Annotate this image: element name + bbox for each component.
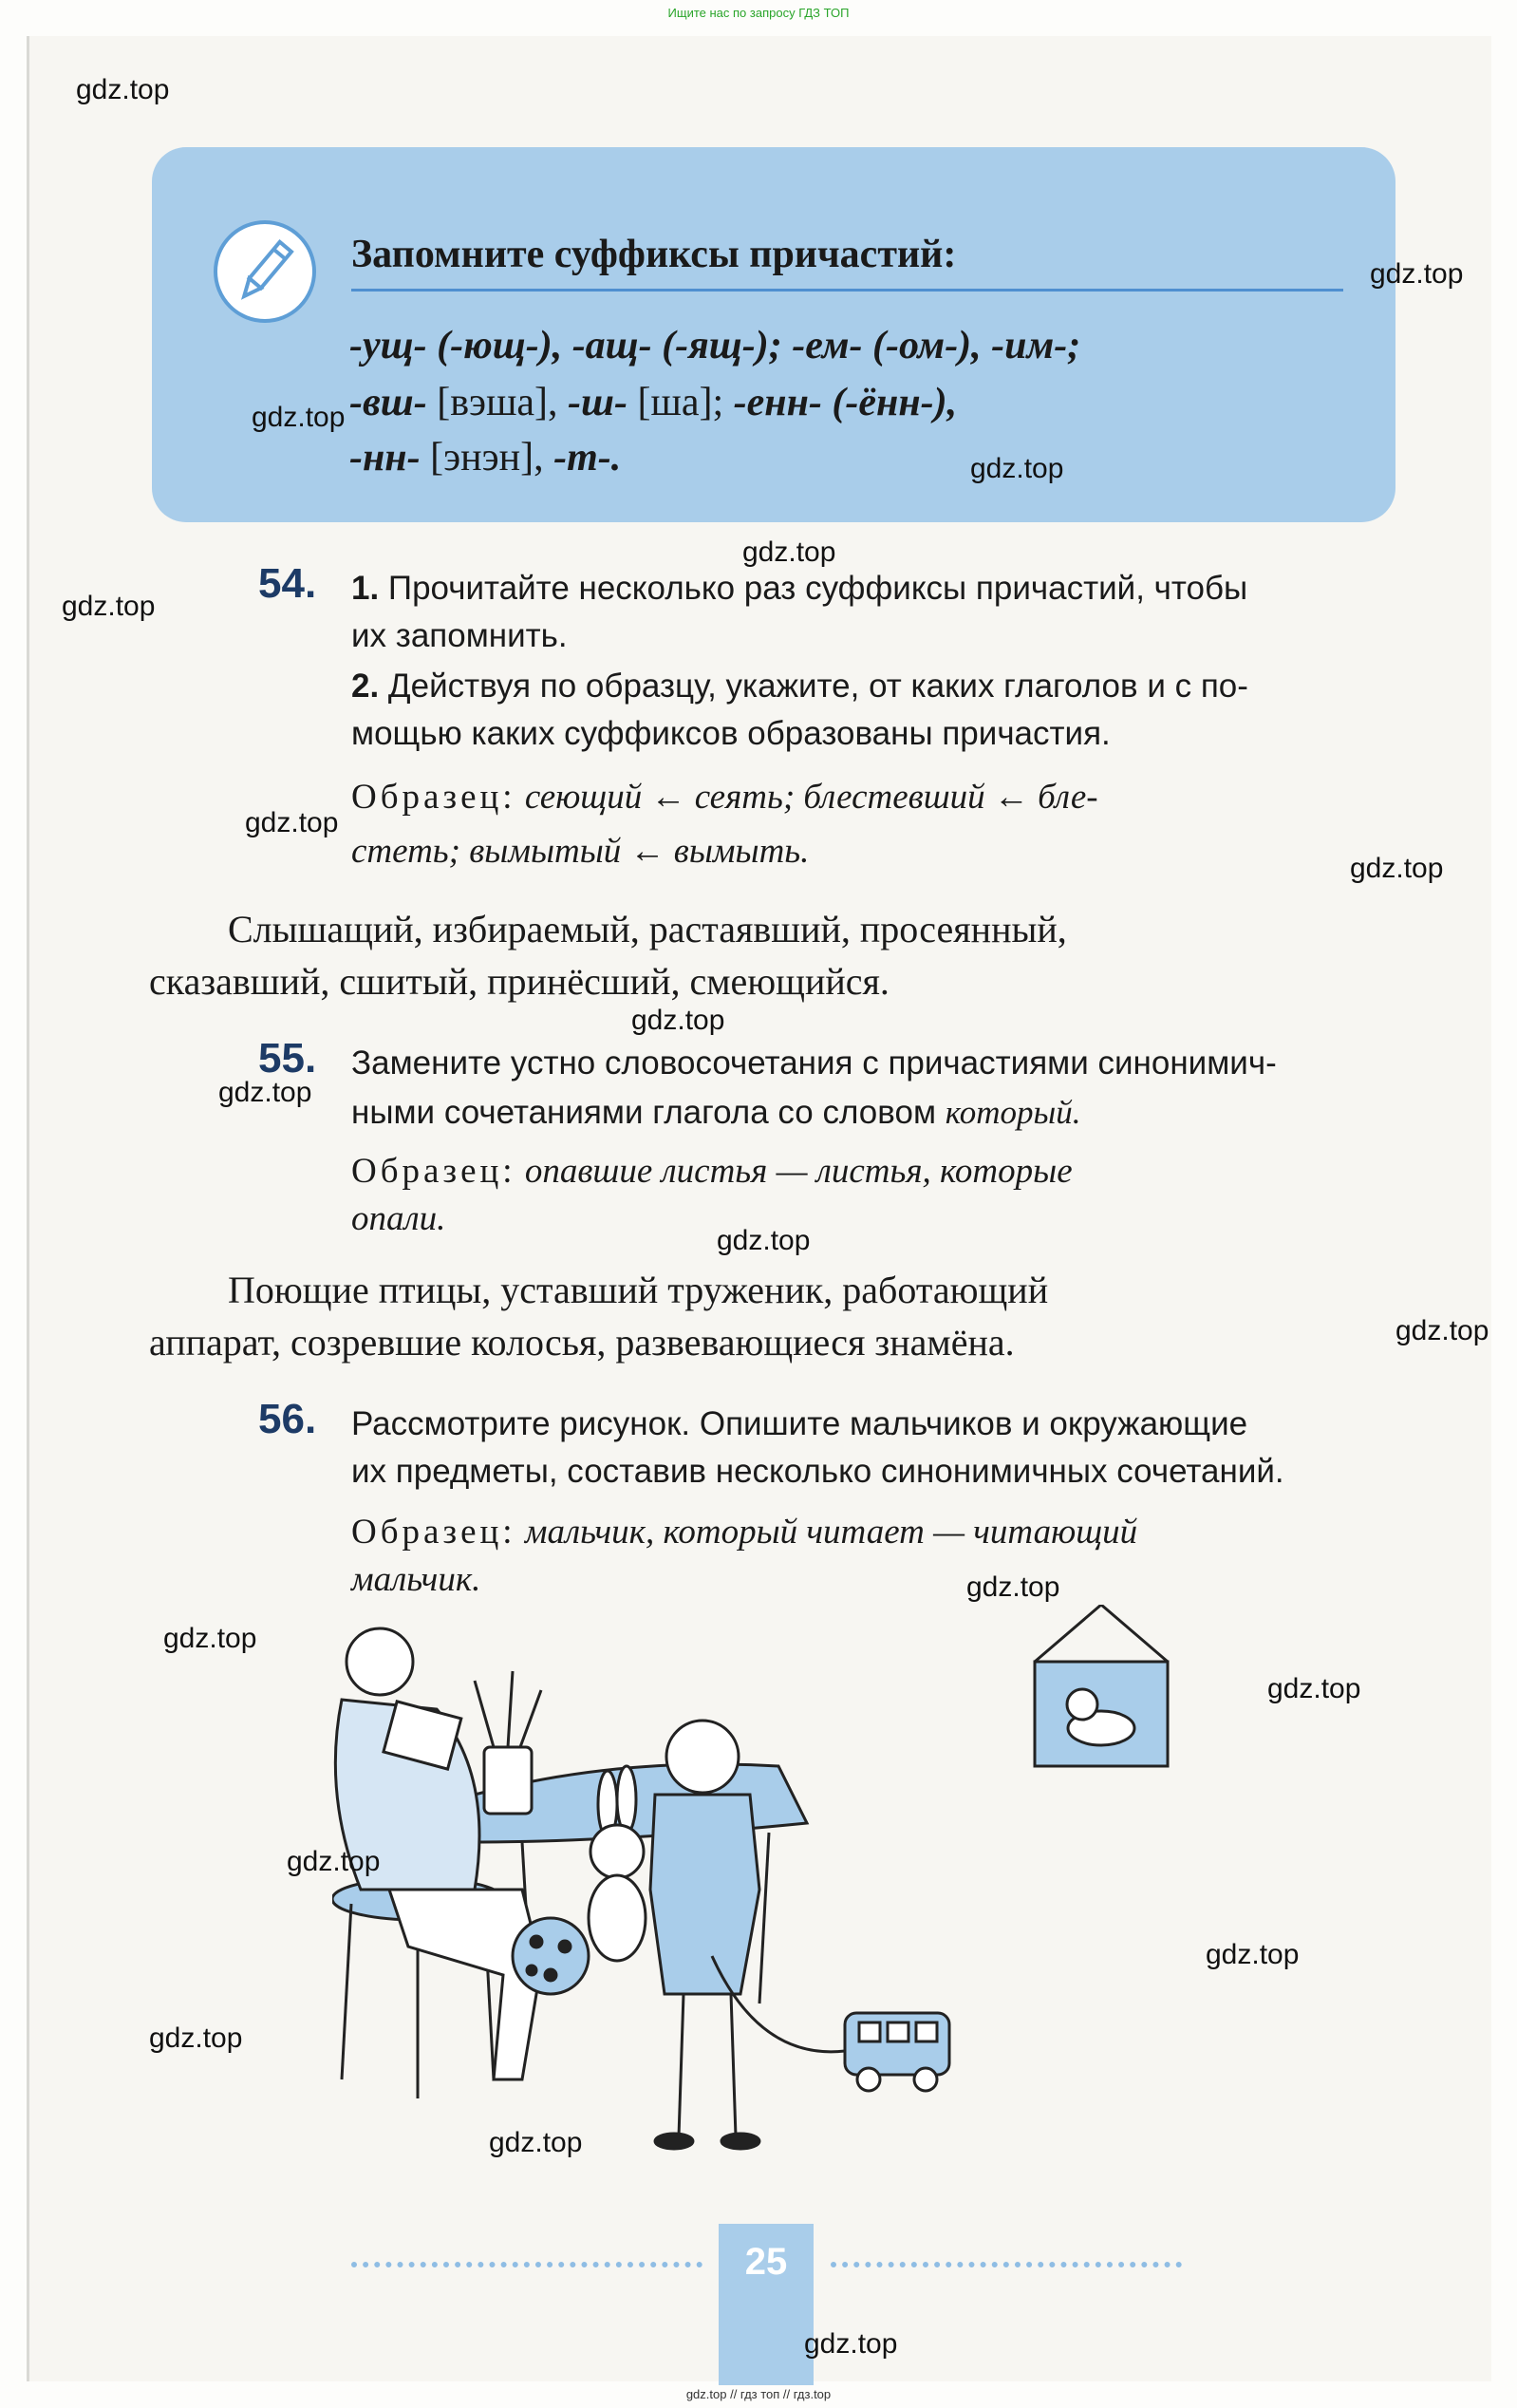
- dotted-line-left: [351, 2262, 702, 2275]
- watermark: gdz.top: [970, 453, 1064, 484]
- watermark: gdz.top: [62, 591, 156, 622]
- watermark: gdz.top: [1267, 1673, 1361, 1704]
- watermark: gdz.top: [489, 2127, 583, 2158]
- cat-picture-frame: [1035, 1605, 1168, 1766]
- watermark: gdz.top: [163, 1623, 257, 1654]
- exercise-56-number: 56.: [258, 1396, 317, 1442]
- watermark: gdz.top: [966, 1571, 1060, 1603]
- watermark: gdz.top: [742, 536, 836, 568]
- dotted-line-right: [831, 2262, 1182, 2275]
- page-number-tab: [719, 2224, 814, 2385]
- illustration: [332, 1605, 1329, 2174]
- exercise-54-text-1: 1. Прочитайте несколько раз суффиксы причастий, чтобы: [351, 570, 1248, 607]
- watermark: gdz.top: [252, 402, 346, 433]
- exercise-54-text-3: 2. Действуя по образцу, укажите, от каких глаголов и с по-: [351, 668, 1248, 705]
- exercise-55-text-1: Замените устно словосочетания с причастиями синонимич-: [351, 1044, 1277, 1082]
- exercise-55-sample-2: опали.: [351, 1199, 446, 1238]
- exercise-54-number: 54.: [258, 560, 317, 607]
- rule-line-2: -вш- [вэша], -ш- [ша]; -енн- (-ённ-),: [349, 381, 958, 424]
- exercise-55-words-2: аппарат, созревшие колосья, развевающиеся знамёна.: [149, 1321, 1015, 1364]
- bottom-banner[interactable]: gdz.top // гдз топ // гдз.top: [685, 2387, 832, 2401]
- rule-underline: [351, 289, 1343, 292]
- watermark: gdz.top: [1206, 1939, 1300, 1970]
- watermark: gdz.top: [76, 74, 170, 105]
- rule-line-1: -ущ- (-ющ-), -ащ- (-ящ-); -ем- (-ом-), -им-;: [349, 324, 1081, 367]
- cup-with-brushes: [475, 1671, 541, 1814]
- exercise-56-text-2: их предметы, составив несколько синонимичных сочетаний.: [351, 1453, 1284, 1490]
- exercise-55-sample-1: Образец: опавшие листья — листья, которые: [351, 1152, 1073, 1191]
- watermark: gdz.top: [804, 2328, 898, 2360]
- watermark: gdz.top: [631, 1005, 725, 1036]
- exercise-54-text-4: мощью каких суффиксов образованы причастия.: [351, 715, 1111, 752]
- watermark: gdz.top: [1370, 258, 1464, 290]
- watermark: gdz.top: [1350, 853, 1444, 884]
- exercise-55-words-1: Поющие птицы, уставший труженик, работающий: [228, 1269, 1049, 1311]
- watermark: gdz.top: [245, 807, 339, 838]
- exercise-54-sample-2: стеть; вымытый ← вымыть.: [351, 832, 810, 871]
- exercise-56-sample-2: мальчик.: [351, 1560, 481, 1599]
- exercise-54-text-2: их запомнить.: [351, 617, 568, 654]
- exercise-54-sample-1: Образец: сеющий ← сеять; блестевший ← бле-: [351, 778, 1098, 817]
- watermark: gdz.top: [287, 1846, 381, 1877]
- watermark: gdz.top: [149, 2022, 243, 2054]
- top-banner[interactable]: Ищите нас по запросу ГДЗ ТОП: [667, 6, 850, 20]
- exercise-55-text-2: ными сочетаниями глагола со словом который.: [351, 1094, 1081, 1131]
- ball: [513, 1918, 589, 1994]
- toy-bunny: [589, 1766, 646, 1961]
- toy-bus: [712, 1956, 949, 2091]
- watermark: gdz.top: [717, 1225, 811, 1256]
- rule-title: Запомните суффиксы причастий:: [351, 233, 957, 276]
- rule-line-3: -нн- [энэн], -т-.: [349, 436, 622, 480]
- exercise-54-words-1: Слышащий, избираемый, растаявший, просеянный,: [228, 908, 1067, 950]
- exercise-54-words-2: сказавший, сшитый, принёсший, смеющийся.: [149, 960, 890, 1003]
- watermark: gdz.top: [1395, 1315, 1489, 1346]
- page-number: 25: [744, 2241, 788, 2283]
- pencil-icon: [214, 220, 316, 323]
- exercise-56-text-1: Рассмотрите рисунок. Опишите мальчиков и окружающие: [351, 1405, 1248, 1442]
- exercise-55-number: 55.: [258, 1035, 317, 1082]
- exercise-56-sample-1: Образец: мальчик, который читает — читающий: [351, 1513, 1138, 1552]
- watermark: gdz.top: [218, 1077, 312, 1108]
